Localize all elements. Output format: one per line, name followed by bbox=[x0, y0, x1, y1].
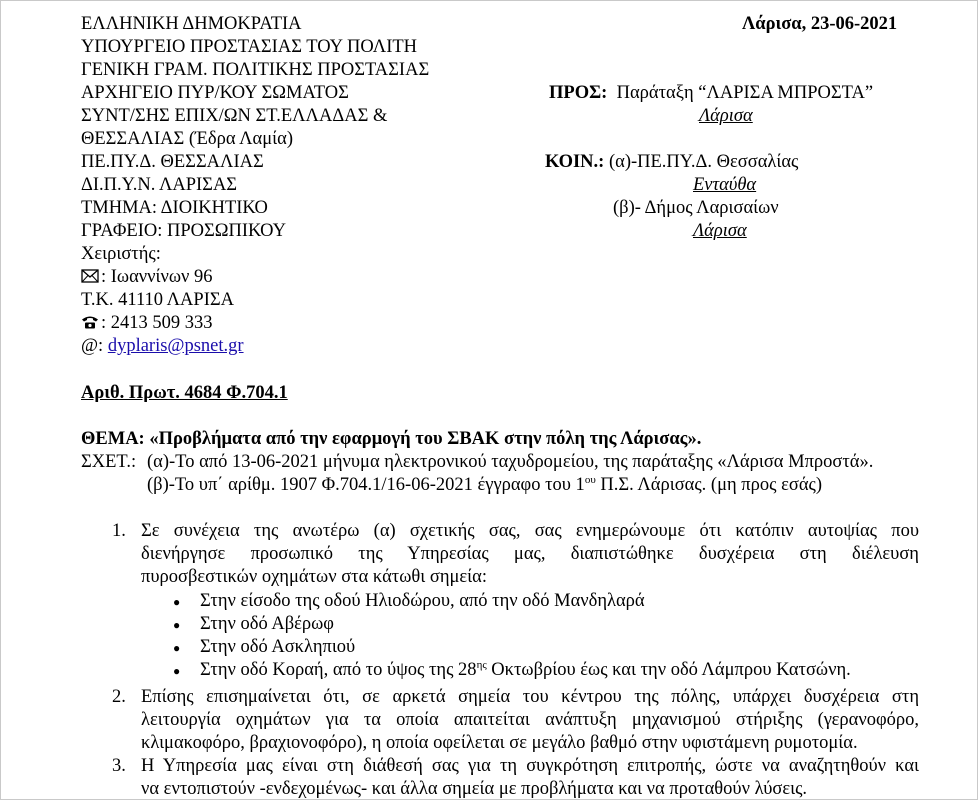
email-line bbox=[81, 335, 244, 357]
bullet-dot-icon: ● bbox=[173, 618, 181, 632]
related-b-sup: ου bbox=[584, 474, 596, 486]
bullet-dot-icon: ● bbox=[173, 641, 181, 655]
cc-line bbox=[545, 151, 798, 173]
cc-label: ΚΟΙΝ.: bbox=[545, 152, 605, 172]
subject-text: «Προβλήματα από την εφαρμογή του ΣΒΑΚ στην πόλη της Λάρισας». bbox=[149, 429, 702, 449]
header-line-10: ΓΡΑΦΕΙΟ: ΠΡΟΣΩΠΙΚΟΥ bbox=[81, 221, 286, 241]
operator-label: Χειριστής: bbox=[81, 244, 161, 264]
paragraph-1-line-2: διενήργησε προσωπικό της Υπηρεσίας μας, διαπιστώθηκε δυσχέρεια στη διέλευση bbox=[141, 544, 919, 564]
related-label: ΣΧΕΤ.: bbox=[81, 452, 137, 472]
bullet-4-sup: ης bbox=[476, 659, 487, 671]
paragraph-1-line-1: Σε συνέχεια της ανωτέρω (α) σχετικής σας, σας ενημερώνουμε ότι κατόπιν αυτοψίας που bbox=[141, 521, 919, 541]
related-b-text: (β)-Το υπ΄ αρίθμ. 1907 Φ.704.1/16-06-2021 έγγραφο του 1 bbox=[147, 475, 585, 495]
to-value: Παράταξη “ΛΑΡΙΣΑ ΜΠΡΟΣΤΑ” bbox=[616, 83, 874, 103]
bullet-item-1: Στην είσοδο της οδού Ηλιοδώρου, από την οδό Μανδηλαρά bbox=[200, 591, 645, 611]
related-a: (α)-Το από 13-06-2021 μήνυμα ηλεκτρονικού ταχυδρομείου, της παράταξης «Λάρισα Μπροστά». bbox=[147, 452, 874, 472]
header-line-1: ΕΛΛΗΝΙΚΗ ΔΗΜΟΚΡΑΤΙΑ bbox=[81, 14, 302, 34]
address-text: : Ιωαννίνων 96 bbox=[101, 267, 213, 287]
bullet-4-text: Στην οδό Κοραή, από το ύψος της 28 bbox=[200, 660, 477, 680]
related-b-tail: Π.Σ. Λάρισας. (μη προς εσάς) bbox=[595, 475, 823, 495]
related-b bbox=[147, 474, 822, 496]
bullet-4-tail: Οκτωβρίου έως και την οδό Λάμπρου Κατσώνη. bbox=[486, 660, 851, 680]
phone-icon bbox=[81, 314, 101, 336]
subject-label: ΘΕΜΑ: bbox=[81, 429, 145, 449]
header-line-8: ΔΙ.Π.Υ.Ν. ΛΑΡΙΣΑΣ bbox=[81, 175, 238, 195]
envelope-icon bbox=[81, 268, 101, 290]
bullet-item-3: Στην οδό Ασκληπιού bbox=[200, 637, 356, 657]
header-line-4: ΑΡΧΗΓΕΙΟ ΠΥΡ/ΚΟΥ ΣΩΜΑΤΟΣ bbox=[81, 83, 349, 103]
paragraph-2-number: 2. bbox=[112, 687, 126, 707]
postal-line: Τ.Κ. 41110 ΛΑΡΙΣΑ bbox=[81, 290, 234, 310]
to-label: ΠΡΟΣ: bbox=[549, 83, 608, 103]
cc-b-place: Λάρισα bbox=[693, 221, 747, 241]
phone-line bbox=[81, 312, 213, 336]
paragraph-3-line-1: Η Υπηρεσία μας είναι στη διάθεσή σας για τη συγκρότηση επιτροπής, ώστε να αναζητηθούν και bbox=[141, 756, 919, 776]
recipient-line bbox=[549, 82, 873, 104]
header-line-3: ΓΕΝΙΚΗ ΓΡΑΜ. ΠΟΛΙΤΙΚΗΣ ΠΡΟΣΤΑΣΙΑΣ bbox=[81, 60, 430, 80]
paragraph-2-line-1: Επίσης επισημαίνεται ότι, σε αρκετά σημεία του κέντρου της πόλης, υπάρχει δυσχέρεια στη bbox=[141, 687, 919, 707]
header-line-7: ΠΕ.ΠΥ.Δ. ΘΕΣΣΑΛΙΑΣ bbox=[81, 152, 264, 172]
cc-a: (α)-ΠΕ.ΠΥ.Δ. Θεσσαλίας bbox=[608, 152, 799, 172]
bullet-dot-icon: ● bbox=[173, 664, 181, 678]
subject-line bbox=[81, 428, 701, 450]
header-line-9: ΤΜΗΜΑ: ΔΙΟΙΚΗΤΙΚΟ bbox=[81, 198, 268, 218]
bullet-item-4 bbox=[200, 659, 851, 681]
bullet-dot-icon: ● bbox=[173, 595, 181, 609]
paragraph-1-number: 1. bbox=[112, 521, 126, 541]
phone-text: : 2413 509 333 bbox=[101, 313, 213, 333]
header-line-5: ΣΥΝΤ/ΣΗΣ ΕΠΙΧ/ΩΝ ΣΤ.ΕΛΛΑΔΑΣ & bbox=[81, 106, 388, 126]
paragraph-2-line-3: κλιμακοφόρο, βραχιονοφόρο), η οποία οφείλεται σε μεγάλο βαθμό στην υφιστάμενη ρυμοτομία. bbox=[141, 733, 858, 753]
header-line-2: ΥΠΟΥΡΓΕΙΟ ΠΡΟΣΤΑΣΙΑΣ ΤΟΥ ΠΟΛΙΤΗ bbox=[81, 37, 418, 57]
document-date: Λάρισα, 23-06-2021 bbox=[742, 14, 898, 34]
cc-b: (β)- Δήμος Λαρισαίων bbox=[613, 198, 779, 218]
paragraph-1-line-3: πυροσβεστικών οχημάτων στα κάτωθι σημεία: bbox=[141, 567, 487, 587]
address-line bbox=[81, 266, 213, 290]
header-line-6: ΘΕΣΣΑΛΙΑΣ (Έδρα Λαμία) bbox=[81, 129, 293, 149]
protocol-number: Αριθ. Πρωτ. 4684 Φ.704.1 bbox=[81, 383, 288, 403]
recipient-place: Λάρισα bbox=[699, 106, 753, 126]
bullet-item-2: Στην οδό Αβέρωφ bbox=[200, 614, 334, 634]
email-prefix: @: bbox=[81, 336, 108, 356]
cc-a-place: Ενταύθα bbox=[693, 175, 757, 195]
paragraph-3-number: 3. bbox=[112, 756, 126, 776]
paragraph-3-line-2: να εντοπιστούν -ενδεχομένως- και άλλα σημεία με προβλήματα και να προταθούν λύσεις. bbox=[141, 779, 808, 799]
paragraph-2-line-2: λειτουργία οχημάτων για τα οποία απαιτείται ανάπτυξη μηχανισμού στήριξης (γερανοφόρο, bbox=[141, 710, 919, 730]
email-link[interactable]: dyplaris@psnet.gr bbox=[107, 336, 244, 356]
